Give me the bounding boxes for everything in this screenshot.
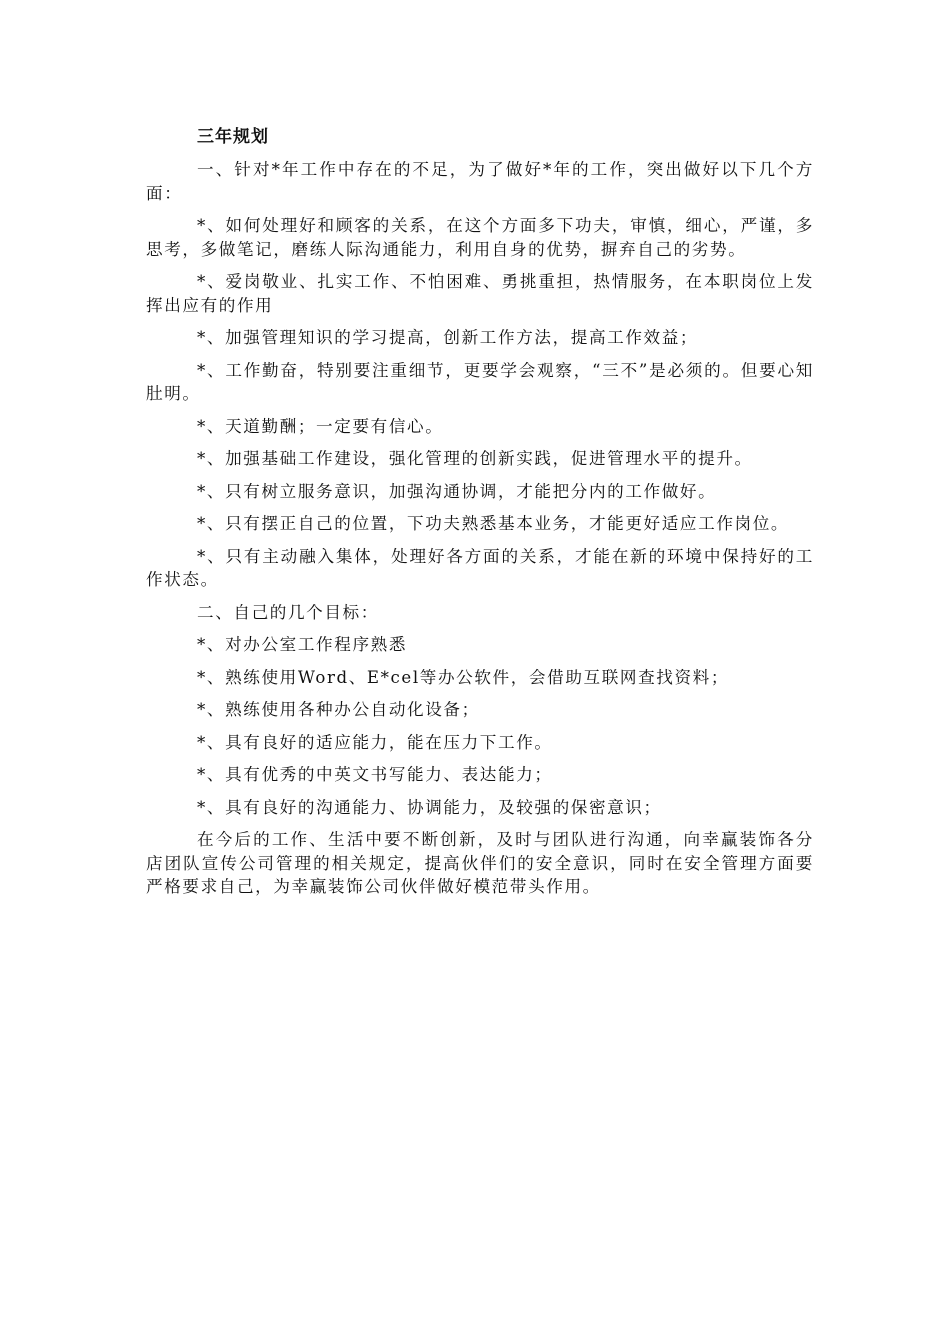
paragraph-item: *、工作勤奋，特别要注重细节，更要学会观察，“三不”是必须的。但要心知肚明。: [146, 360, 814, 403]
paragraph-intro-two: 二、自己的几个目标：: [197, 602, 379, 622]
paragraph-item: *、熟练使用Word、E*cel等办公软件，会借助互联网查找资料；: [197, 667, 730, 687]
paragraph-intro-one: 一、针对*年工作中存在的不足，为了做好*年的工作，突出做好以下几个方面：: [146, 160, 814, 203]
paragraph-item: *、天道勤酬；一定要有信心。: [197, 416, 444, 436]
paragraph-item: *、爱岗敬业、扎实工作、不怕困难、勇挑重担，热情服务，在本职岗位上发挥出应有的作用: [146, 272, 814, 315]
paragraph-item: *、加强基础工作建设，强化管理的创新实践，促进管理水平的提升。: [197, 449, 753, 468]
document-title: 三年规划: [197, 127, 269, 147]
document-page: [146, 124, 814, 908]
paragraph-item: *、对办公室工作程序熟悉: [197, 635, 408, 654]
paragraph-item: *、只有摆正自己的位置，下功夫熟悉基本业务，才能更好适应工作岗位。: [197, 514, 790, 533]
paragraph-item: *、具有优秀的中英文书写能力、表达能力；: [197, 765, 553, 784]
paragraph-item: *、只有树立服务意识，加强沟通协调，才能把分内的工作做好。: [197, 481, 717, 501]
paragraph-item: *、只有主动融入集体，处理好各方面的关系，才能在新的环境中保持好的工作状态。: [146, 546, 814, 589]
paragraph-item: *、具有良好的沟通能力、协调能力，及较强的保密意识；: [197, 797, 662, 817]
paragraph-conclusion: 在今后的工作、生活中要不断创新，及时与团队进行沟通，向幸赢装饰各分店团队宣传公司管理的相关规定，提高伙伴们的安全意识，同时在安全管理方面要严格要求自己，为幸赢装饰公司伙伴做好模范带头作用。: [146, 830, 814, 896]
paragraph-item: *、如何处理好和顾客的关系，在这个方面多下功夫，审慎，细心，严谨，多思考，多做笔记，磨练人际沟通能力，利用自身的优势，摒弃自己的劣势。: [146, 216, 814, 259]
paragraph-item: *、熟练使用各种办公自动化设备；: [197, 700, 480, 719]
paragraph-item: *、加强管理知识的学习提高，创新工作方法，提高工作效益；: [197, 328, 699, 347]
paragraph-item: *、具有良好的适应能力，能在压力下工作。: [197, 732, 553, 752]
